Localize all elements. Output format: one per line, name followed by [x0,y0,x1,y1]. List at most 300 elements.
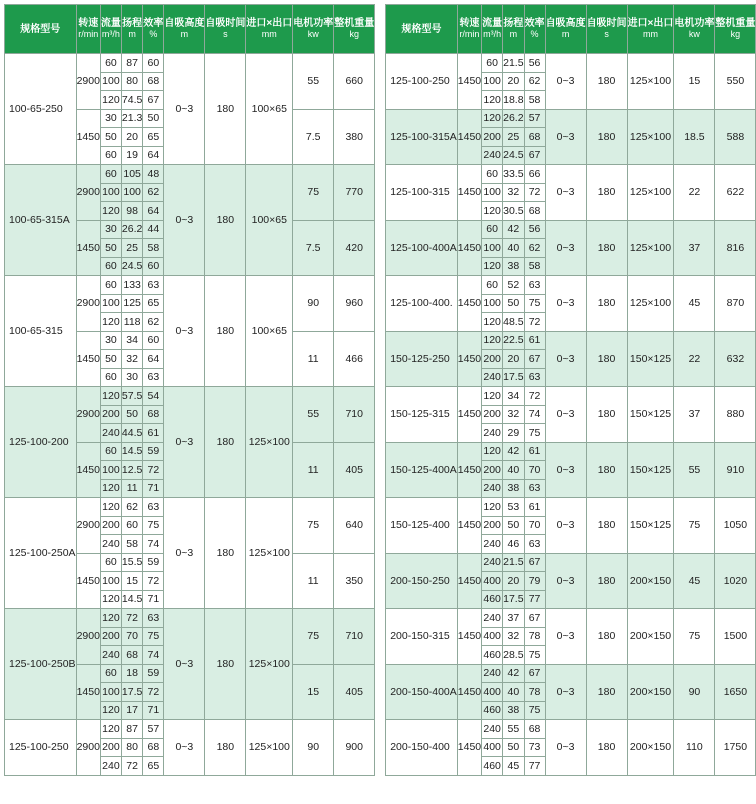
column-header-unit: m [128,29,136,39]
head-cell: 32 [503,183,524,202]
head-cell: 38 [503,257,524,276]
column-header-title: 自吸高度 [164,18,205,29]
column-header-title: 规格型号 [20,23,61,35]
weight-cell: 960 [334,276,375,332]
speed-cell: 2900 [76,609,100,665]
suction-time-cell: 180 [205,498,246,609]
column-header-unit: m³/h [483,29,502,39]
flow-cell: 400 [482,572,503,591]
head-cell: 30.5 [503,202,524,221]
suction-height-cell: 0~3 [545,720,586,776]
model-cell: 150-125-250 [386,331,458,387]
motor-power-cell: 22 [674,165,715,221]
header-row [5,5,375,54]
model-cell: 125-100-250A [5,498,77,609]
head-cell: 50 [503,516,524,535]
column-header [76,5,100,54]
speed-cell: 1450 [457,553,481,609]
flow-cell: 120 [482,257,503,276]
table-row [386,220,756,239]
port-size-cell: 125×100 [246,609,293,720]
efficiency-cell: 63 [143,276,164,295]
head-cell: 80 [121,738,142,757]
suction-height-cell: 0~3 [545,553,586,609]
motor-power-cell: 110 [674,720,715,776]
efficiency-cell: 58 [524,91,545,110]
header-row [386,5,756,54]
efficiency-cell: 64 [143,146,164,165]
efficiency-cell: 64 [143,350,164,369]
table-row [386,664,756,683]
suction-height-cell: 0~3 [164,276,205,387]
weight-cell: 380 [334,109,375,165]
efficiency-cell: 67 [524,146,545,165]
flow-cell: 120 [482,91,503,110]
efficiency-cell: 50 [143,109,164,128]
flow-cell: 240 [482,720,503,739]
column-header-unit: kw [307,29,319,39]
efficiency-cell: 65 [143,757,164,776]
head-cell: 11 [121,479,142,498]
speed-cell: 1450 [457,109,481,165]
efficiency-cell: 65 [143,294,164,313]
flow-cell: 100 [100,183,121,202]
efficiency-cell: 75 [143,516,164,535]
table-row [5,609,375,628]
column-header-title: 自吸高度 [545,18,586,29]
flow-cell: 200 [482,461,503,480]
efficiency-cell: 74 [143,646,164,665]
motor-power-cell: 75 [293,609,334,665]
head-cell: 15.5 [121,553,142,572]
motor-power-cell: 15 [293,664,334,720]
suction-height-cell: 0~3 [545,498,586,554]
flow-cell: 100 [482,183,503,202]
efficiency-cell: 74 [524,405,545,424]
motor-power-cell: 18.5 [674,109,715,165]
port-size-cell: 200×150 [627,664,674,720]
model-cell: 125-100-400A [386,220,458,276]
head-cell: 22.5 [503,331,524,350]
speed-cell: 1450 [457,165,481,221]
head-cell: 18 [121,664,142,683]
weight-cell: 405 [334,664,375,720]
flow-cell: 240 [100,535,121,554]
efficiency-cell: 77 [524,757,545,776]
column-header-title: 流量 [482,18,503,29]
head-cell: 20 [503,72,524,91]
suction-height-cell: 0~3 [545,664,586,720]
head-cell: 48.5 [503,313,524,332]
head-cell: 20 [121,128,142,147]
head-cell: 60 [121,516,142,535]
suction-time-cell: 180 [586,165,627,221]
flow-cell: 120 [482,109,503,128]
head-cell: 118 [121,313,142,332]
head-cell: 52 [503,276,524,295]
head-cell: 26.2 [503,109,524,128]
suction-height-cell: 0~3 [164,498,205,609]
model-cell: 125-100-315 [386,165,458,221]
port-size-cell: 125×100 [627,276,674,332]
port-size-cell: 100×65 [246,165,293,276]
flow-cell: 30 [100,331,121,350]
head-cell: 40 [503,461,524,480]
weight-cell: 622 [715,165,756,221]
head-cell: 55 [503,720,524,739]
head-cell: 14.5 [121,442,142,461]
head-cell: 17.5 [121,683,142,702]
table-row [386,276,756,295]
flow-cell: 120 [482,442,503,461]
column-header-title: 规格型号 [401,23,442,35]
table-row [386,331,756,350]
efficiency-cell: 70 [524,461,545,480]
motor-power-cell: 75 [293,165,334,221]
head-cell: 25 [121,239,142,258]
efficiency-cell: 67 [143,91,164,110]
head-cell: 25 [503,128,524,147]
model-cell: 150-125-315 [386,387,458,443]
head-cell: 21.5 [503,553,524,572]
efficiency-cell: 61 [143,424,164,443]
head-cell: 18.8 [503,91,524,110]
flow-cell: 240 [482,479,503,498]
suction-time-cell: 180 [586,720,627,776]
efficiency-cell: 75 [524,294,545,313]
table-row [5,720,375,739]
flow-cell: 120 [482,498,503,517]
flow-cell: 120 [482,387,503,406]
column-header-title: 进口×出口 [627,18,674,29]
flow-cell: 200 [482,128,503,147]
suction-height-cell: 0~3 [545,220,586,276]
suction-time-cell: 180 [205,54,246,165]
efficiency-cell: 59 [143,664,164,683]
flow-cell: 240 [100,424,121,443]
motor-power-cell: 45 [674,276,715,332]
model-cell: 150-125-400 [386,498,458,554]
motor-power-cell: 11 [293,331,334,387]
weight-cell: 1020 [715,553,756,609]
flow-cell: 60 [100,257,121,276]
speed-cell: 1450 [76,553,100,609]
flow-cell: 240 [482,368,503,387]
speed-cell: 2900 [76,165,100,221]
column-header [5,5,77,54]
table-row [386,609,756,628]
efficiency-cell: 74 [143,535,164,554]
suction-time-cell: 180 [586,498,627,554]
table-row [386,720,756,739]
model-cell: 200-150-400A [386,664,458,720]
flow-cell: 60 [482,165,503,184]
weight-cell: 880 [715,387,756,443]
efficiency-cell: 61 [524,331,545,350]
head-cell: 74.5 [121,91,142,110]
efficiency-cell: 63 [524,276,545,295]
flow-cell: 120 [100,387,121,406]
table-row [386,553,756,572]
suction-time-cell: 180 [586,609,627,665]
head-cell: 40 [503,683,524,702]
efficiency-cell: 62 [143,183,164,202]
weight-cell: 710 [334,609,375,665]
head-cell: 20 [503,350,524,369]
speed-cell: 1450 [457,220,481,276]
column-header [121,5,142,54]
column-header [715,5,756,54]
suction-time-cell: 180 [586,442,627,498]
suction-height-cell: 0~3 [545,442,586,498]
efficiency-cell: 75 [524,424,545,443]
speed-cell: 1450 [457,331,481,387]
head-cell: 30 [121,368,142,387]
column-header [545,5,586,54]
flow-cell: 60 [100,442,121,461]
flow-cell: 120 [482,331,503,350]
model-cell: 125-100-200 [5,387,77,498]
flow-cell: 120 [100,701,121,720]
flow-cell: 200 [100,738,121,757]
efficiency-cell: 68 [143,72,164,91]
flow-cell: 120 [100,498,121,517]
efficiency-cell: 60 [143,54,164,73]
port-size-cell: 200×150 [627,720,674,776]
port-size-cell: 125×100 [246,498,293,609]
port-size-cell: 125×100 [627,165,674,221]
port-size-cell: 150×125 [627,387,674,443]
flow-cell: 240 [482,535,503,554]
table-row [5,498,375,517]
efficiency-cell: 58 [524,257,545,276]
port-size-cell: 125×100 [246,720,293,776]
head-cell: 105 [121,165,142,184]
port-size-cell: 150×125 [627,331,674,387]
flow-cell: 120 [100,313,121,332]
head-cell: 40 [503,239,524,258]
head-cell: 32 [503,405,524,424]
efficiency-cell: 68 [143,738,164,757]
efficiency-cell: 66 [524,165,545,184]
suction-time-cell: 180 [586,220,627,276]
port-size-cell: 150×125 [627,498,674,554]
column-header-unit: m [561,29,570,39]
column-header-title: 扬程 [503,18,524,29]
motor-power-cell: 75 [674,498,715,554]
suction-time-cell: 180 [586,331,627,387]
flow-cell: 400 [482,738,503,757]
column-header-unit: mm [261,29,277,39]
speed-cell: 2900 [76,276,100,332]
port-size-cell: 100×65 [246,54,293,165]
motor-power-cell: 7.5 [293,220,334,276]
column-header [457,5,481,54]
suction-time-cell: 180 [205,165,246,276]
column-header-unit: kg [349,29,359,39]
column-header-title: 电机功率 [674,18,715,29]
column-header-unit: s [604,29,609,39]
column-header-title: 电机功率 [293,18,334,29]
head-cell: 87 [121,720,142,739]
port-size-cell: 200×150 [627,609,674,665]
head-cell: 72 [121,609,142,628]
efficiency-cell: 63 [143,498,164,517]
speed-cell: 1450 [76,664,100,720]
flow-cell: 460 [482,646,503,665]
speed-cell: 1450 [76,331,100,387]
column-header-unit: m [180,29,189,39]
motor-power-cell: 55 [293,387,334,443]
flow-cell: 400 [482,683,503,702]
head-cell: 42 [503,442,524,461]
flow-cell: 60 [100,146,121,165]
column-header [482,5,503,54]
weight-cell: 588 [715,109,756,165]
column-header-title: 整机重量 [334,18,375,29]
suction-time-cell: 180 [586,276,627,332]
column-header [100,5,121,54]
speed-cell: 1450 [76,109,100,165]
weight-cell: 660 [334,54,375,110]
motor-power-cell: 7.5 [293,109,334,165]
head-cell: 17.5 [503,590,524,609]
suction-height-cell: 0~3 [164,720,205,776]
flow-cell: 200 [482,516,503,535]
efficiency-cell: 59 [143,442,164,461]
efficiency-cell: 68 [524,202,545,221]
head-cell: 21.3 [121,109,142,128]
head-cell: 32 [121,350,142,369]
head-cell: 15 [121,572,142,591]
weight-cell: 710 [334,387,375,443]
suction-time-cell: 180 [205,609,246,720]
head-cell: 24.5 [121,257,142,276]
column-header [524,5,545,54]
flow-cell: 120 [100,91,121,110]
column-header-unit: m [509,29,518,39]
head-cell: 70 [121,627,142,646]
column-header [627,5,674,54]
head-cell: 29 [503,424,524,443]
motor-power-cell: 37 [674,387,715,443]
head-cell: 38 [503,701,524,720]
speed-cell: 2900 [76,54,100,110]
flow-cell: 120 [482,313,503,332]
head-cell: 72 [121,757,142,776]
column-header [164,5,205,54]
motor-power-cell: 11 [293,553,334,609]
efficiency-cell: 79 [524,572,545,591]
flow-cell: 100 [100,72,121,91]
head-cell: 38 [503,479,524,498]
weight-cell: 870 [715,276,756,332]
table-row [386,442,756,461]
suction-time-cell: 180 [205,387,246,498]
head-cell: 42 [503,664,524,683]
flow-cell: 60 [100,165,121,184]
right-table-body [386,54,756,776]
flow-cell: 200 [100,627,121,646]
column-header [246,5,293,54]
head-cell: 21.5 [503,54,524,73]
head-cell: 14.5 [121,590,142,609]
motor-power-cell: 11 [293,442,334,498]
left-table-body [5,54,375,776]
model-cell: 200-150-250 [386,553,458,609]
table-row [386,387,756,406]
suction-height-cell: 0~3 [545,165,586,221]
weight-cell: 550 [715,54,756,110]
table-row [5,165,375,184]
weight-cell: 405 [334,442,375,498]
head-cell: 12.5 [121,461,142,480]
flow-cell: 240 [100,757,121,776]
weight-cell: 1650 [715,664,756,720]
head-cell: 80 [121,72,142,91]
head-cell: 34 [503,387,524,406]
left-spec-table [4,4,375,776]
speed-cell: 2900 [76,387,100,443]
motor-power-cell: 75 [293,498,334,554]
weight-cell: 900 [334,720,375,776]
head-cell: 98 [121,202,142,221]
flow-cell: 30 [100,109,121,128]
column-header-unit: % [530,29,539,39]
efficiency-cell: 75 [143,627,164,646]
flow-cell: 60 [100,276,121,295]
flow-cell: 60 [482,54,503,73]
flow-cell: 240 [482,609,503,628]
suction-time-cell: 180 [205,720,246,776]
efficiency-cell: 68 [524,720,545,739]
efficiency-cell: 61 [524,498,545,517]
efficiency-cell: 72 [524,387,545,406]
flow-cell: 120 [100,720,121,739]
flow-cell: 50 [100,239,121,258]
efficiency-cell: 62 [524,239,545,258]
weight-cell: 632 [715,331,756,387]
efficiency-cell: 71 [143,479,164,498]
efficiency-cell: 78 [524,683,545,702]
model-cell: 125-100-250B [5,609,77,720]
flow-cell: 120 [100,590,121,609]
speed-cell: 1450 [457,609,481,665]
spec-tables [4,4,756,776]
head-cell: 46 [503,535,524,554]
efficiency-cell: 78 [524,627,545,646]
head-cell: 53 [503,498,524,517]
efficiency-cell: 63 [143,368,164,387]
head-cell: 62 [121,498,142,517]
speed-cell: 1450 [457,276,481,332]
weight-cell: 420 [334,220,375,276]
efficiency-cell: 71 [143,701,164,720]
motor-power-cell: 90 [674,664,715,720]
efficiency-cell: 77 [524,590,545,609]
model-cell: 125-100-250 [5,720,77,776]
model-cell: 100-65-250 [5,54,77,165]
flow-cell: 200 [482,405,503,424]
motor-power-cell: 55 [674,442,715,498]
efficiency-cell: 63 [143,609,164,628]
column-header-title: 自吸时间 [205,18,246,29]
column-header [334,5,375,54]
suction-height-cell: 0~3 [164,54,205,165]
efficiency-cell: 67 [524,553,545,572]
weight-cell: 910 [715,442,756,498]
head-cell: 45 [503,757,524,776]
